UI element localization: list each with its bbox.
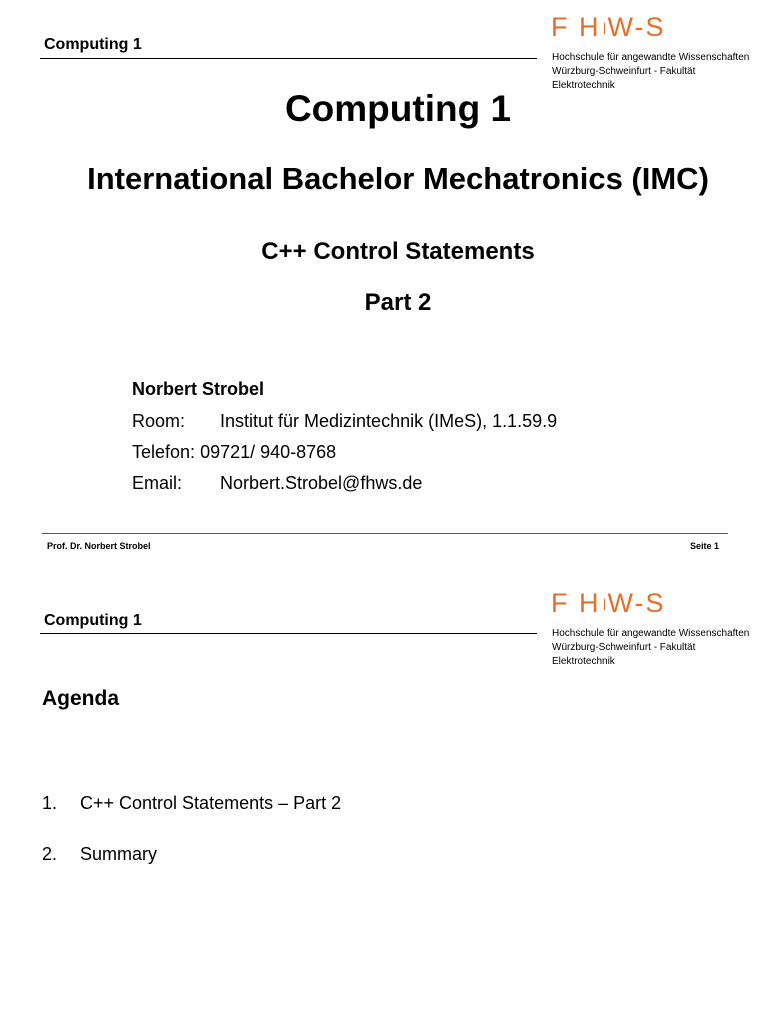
- footer-rule: [42, 533, 728, 534]
- footer-author: Prof. Dr. Norbert Strobel: [47, 541, 151, 551]
- logo-divider: [604, 599, 605, 610]
- institution-block: [552, 627, 749, 669]
- topic-title: C++ Control Statements: [261, 238, 535, 265]
- institution-line: Hochschule für angewandte Wissenschaften: [552, 628, 750, 639]
- agenda-item: [42, 793, 341, 814]
- program-title: International Bachelor Mechatronics (IMC): [87, 161, 709, 196]
- phone-value: 09721/ 940-8768: [200, 442, 337, 462]
- logo-text-left: F H: [551, 588, 601, 618]
- email-value: Norbert.Strobel@fhws.de: [220, 473, 423, 493]
- agenda-item-number: 1.: [42, 793, 58, 813]
- fhws-logo: [551, 14, 666, 41]
- contact-phone: [132, 442, 336, 463]
- room-value: Institut für Medizintechnik (IMeS), 1.1.59.9: [220, 411, 558, 431]
- contact-room: [132, 411, 557, 432]
- institution-line: Würzburg-Schweinfurt - Fakultät: [552, 642, 696, 653]
- agenda-item: [42, 844, 157, 865]
- agenda-item-text: Summary: [80, 844, 158, 864]
- logo-text-right: W-S: [607, 12, 666, 42]
- header-rule: [40, 58, 537, 59]
- logo-divider: [604, 23, 605, 34]
- agenda-item-text: C++ Control Statements – Part 2: [80, 793, 342, 813]
- institution-line: Hochschule für angewandte Wissenschaften: [552, 52, 750, 63]
- header-rule: [40, 633, 537, 634]
- footer-page-number: Seite 1: [690, 541, 720, 551]
- institution-block: [552, 51, 749, 93]
- phone-label: Telefon:: [132, 442, 196, 462]
- institution-line: Elektrotechnik: [552, 80, 615, 91]
- logo-text-right: W-S: [607, 588, 666, 618]
- header-course-title: Computing 1: [44, 36, 142, 53]
- slide-title: Computing 1: [284, 88, 512, 129]
- logo-text-left: F H: [551, 12, 601, 42]
- contact-name: Norbert Strobel: [132, 379, 265, 399]
- institution-line: Würzburg-Schweinfurt - Fakultät: [552, 66, 696, 77]
- agenda-item-number: 2.: [42, 844, 58, 864]
- agenda-heading: Agenda: [42, 687, 120, 710]
- contact-email: [132, 473, 422, 494]
- institution-line: Elektrotechnik: [552, 656, 615, 667]
- part-title: Part 2: [364, 289, 432, 316]
- email-label: Email:: [132, 473, 183, 493]
- fhws-logo: [551, 590, 666, 617]
- header-course-title: Computing 1: [44, 612, 142, 629]
- room-label: Room:: [132, 411, 186, 431]
